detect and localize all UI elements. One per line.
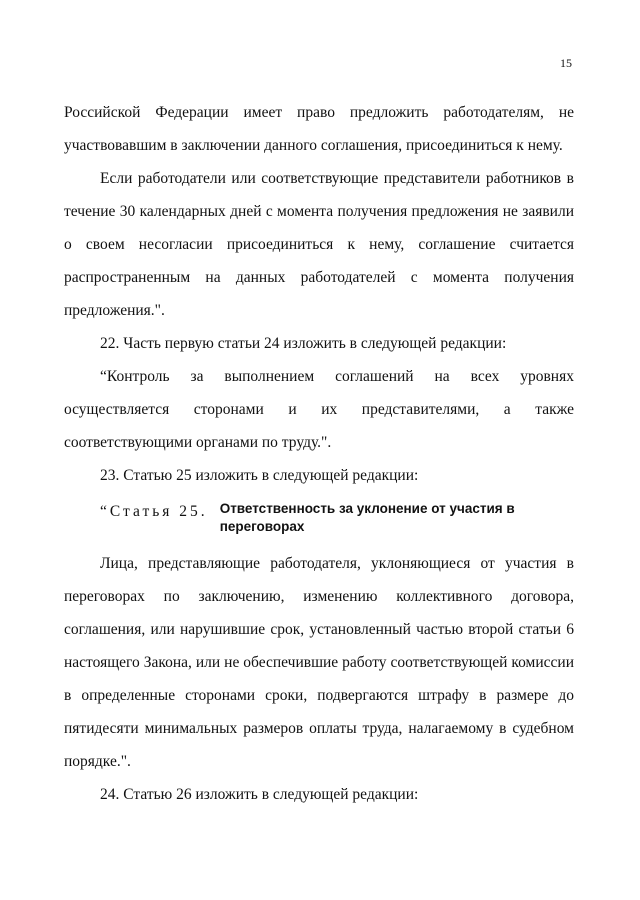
- document-body: [64, 96, 574, 811]
- article-heading: [64, 495, 574, 547]
- paragraph-line: осуществляется сторонами и их представителями, а также: [64, 401, 574, 418]
- paragraph-line: Если работодатели или соответствующие представители работников в: [100, 170, 574, 187]
- paragraph-line: Российской Федерации имеет право предложить работодателям, не: [64, 104, 574, 121]
- paragraph-line: соответствующими органами по труду.".: [64, 434, 332, 451]
- paragraph-line: “Контроль за выполнением соглашений на всех уровнях: [100, 368, 574, 385]
- paragraph-line: 23. Статью 25 изложить в следующей редакции:: [100, 467, 419, 484]
- paragraph-line: распространенным на данных работодателей с момента получения: [64, 269, 574, 286]
- paragraph-line: 22. Часть первую статьи 24 изложить в следующей редакции:: [100, 335, 507, 352]
- paragraph-line: предложения.".: [64, 302, 165, 319]
- paragraph-line: пятидесяти минимальных размеров оплаты труда, налагаемому в судебном: [64, 720, 574, 737]
- article-heading-title: Ответственность за уклонение от участия в переговорах: [219, 501, 515, 534]
- paragraph-line: 24. Статью 26 изложить в следующей редакции:: [100, 786, 419, 803]
- paragraph-line: порядке.".: [64, 753, 131, 770]
- paragraph-line: Лица, представляющие работодателя, уклоняющиеся от участия в: [100, 555, 574, 572]
- paragraph-line: течение 30 календарных дней с момента получения предложения не заявили: [64, 203, 574, 220]
- paragraph-line: в определенные сторонами сроки, подвергаются штрафу в размере до: [64, 687, 574, 704]
- paragraph-line: настоящего Закона, или не обеспечившие работу соответствующей комиссии: [64, 654, 574, 671]
- article-heading-label: “Статья 25.: [100, 503, 208, 520]
- paragraph-line: участвовавшим в заключении данного соглашения, присоединиться к нему.: [64, 137, 563, 154]
- paragraph-line: о своем несогласии присоединиться к нему, соглашение считается: [64, 236, 574, 253]
- paragraph-line: переговорах по заключению, изменению коллективного договора,: [64, 588, 574, 605]
- paragraph-line: соглашения, или нарушившие срок, установленный частью второй статьи 6: [64, 621, 574, 638]
- page-number: 15: [560, 56, 572, 70]
